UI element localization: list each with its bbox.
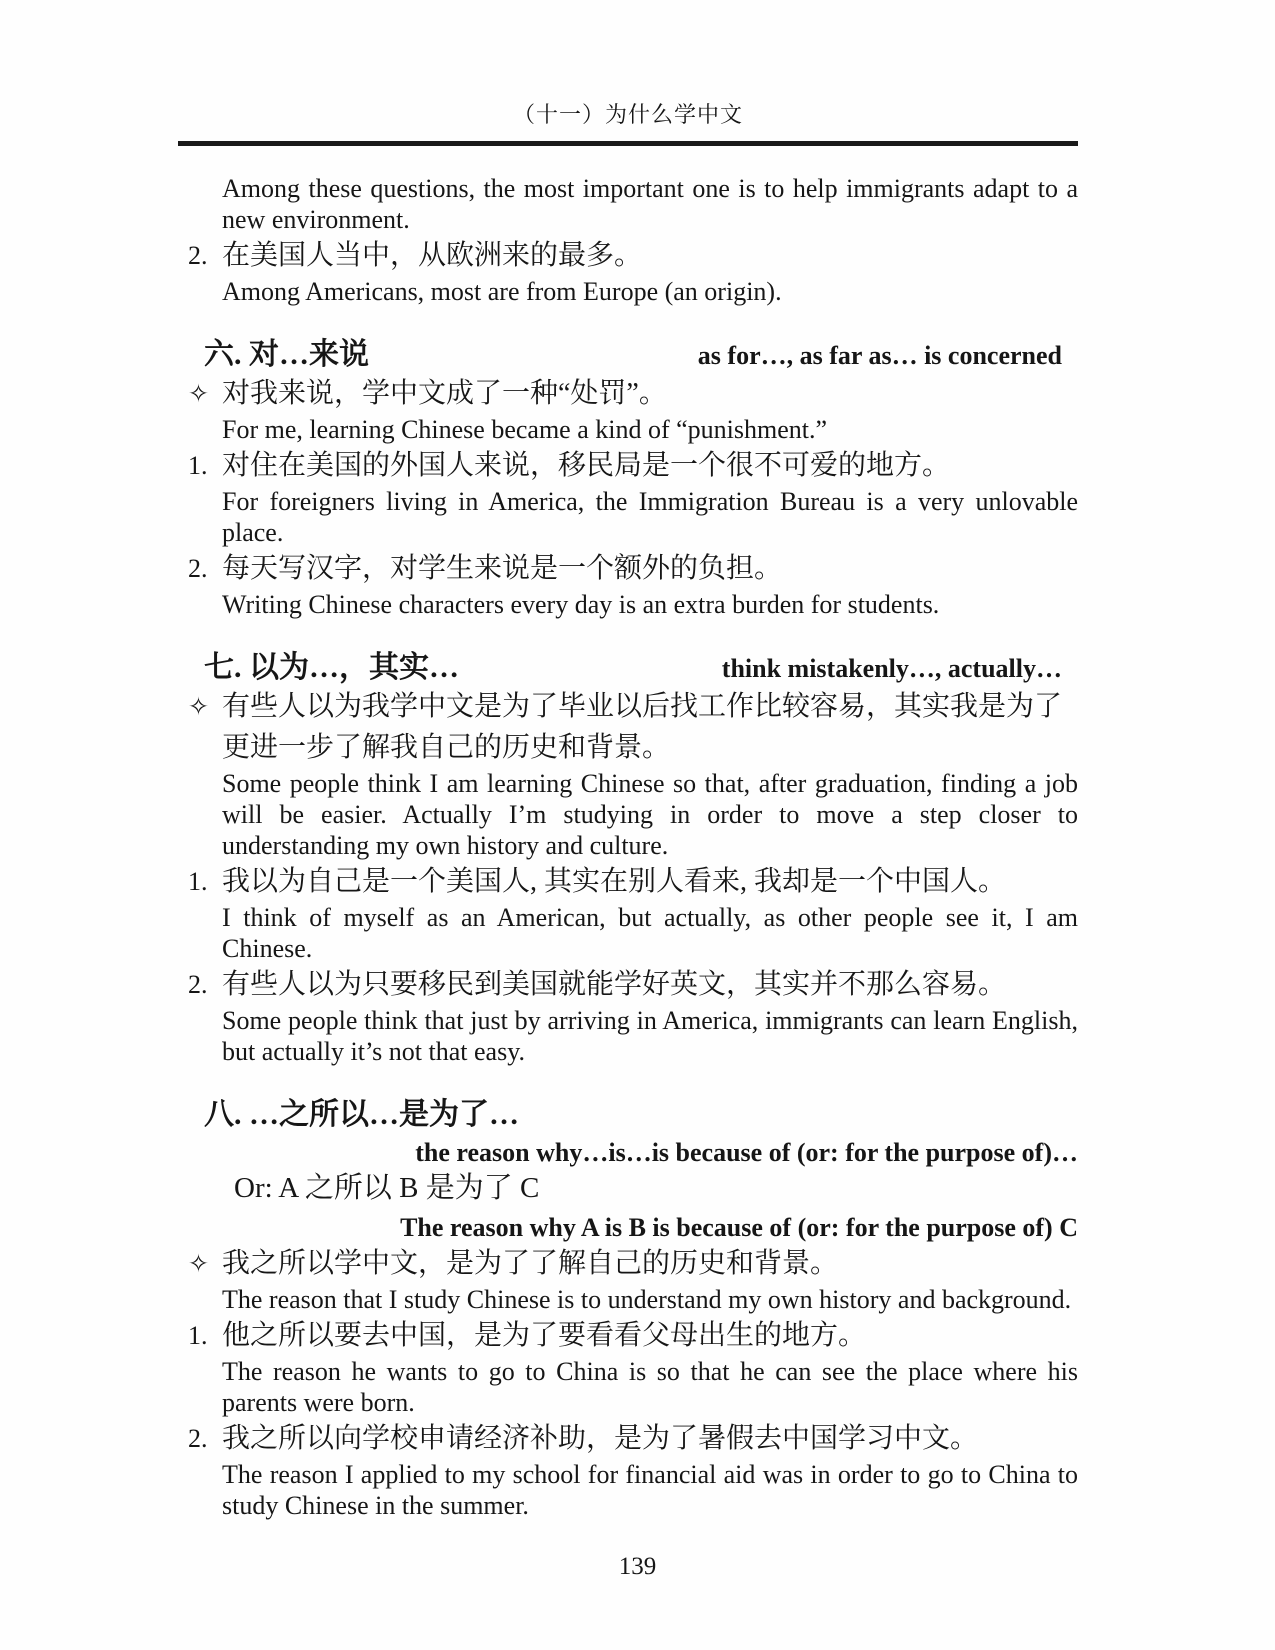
item-body bbox=[222, 173, 1078, 235]
section-title-english: as for…, as far as… is concerned bbox=[697, 341, 1062, 370]
item-number: 1. bbox=[188, 867, 208, 896]
section-title-chinese bbox=[204, 337, 369, 373]
numbered-item bbox=[178, 861, 1078, 964]
chinese-sentence: 有些人以为我学中文是为了毕业以后找工作比较容易，其实我是为了更进一步了解我自己的历史和背景。 bbox=[222, 691, 1063, 763]
section-pattern-chinese: 对…来说 bbox=[249, 338, 369, 371]
diamond-bullet-icon: ✧ bbox=[188, 692, 209, 721]
section-header bbox=[178, 1097, 1078, 1133]
chinese-sentence: 我以为自己是一个美国人, 其实在别人看来, 我却是一个中国人。 bbox=[222, 866, 1007, 897]
section-subtitle-english: the reason why…is…is because of (or: for the purpose of)… bbox=[415, 1138, 1078, 1167]
section-header bbox=[178, 650, 1078, 686]
example-item bbox=[178, 1243, 1078, 1315]
grammar-section bbox=[178, 1097, 1078, 1521]
chinese-sentence: 在美国人当中，从欧洲来的最多。 bbox=[222, 240, 643, 271]
example-item bbox=[178, 373, 1078, 445]
english-translation: For foreigners living in America, the Immigration Bureau is a very unlovable place. bbox=[222, 487, 1078, 547]
diamond-bullet-icon: ✧ bbox=[188, 379, 209, 408]
english-translation: The reason I applied to my school for financial aid was in order to go to China to study Chinese in the summer. bbox=[222, 1460, 1078, 1520]
chinese-sentence: 他之所以要去中国，是为了要看看父母出生的地方。 bbox=[222, 1320, 867, 1351]
section-title-chinese bbox=[204, 1097, 519, 1133]
item-body bbox=[222, 373, 1078, 445]
section-pattern-chinese: …之所以…是为了… bbox=[249, 1098, 519, 1131]
item-body bbox=[222, 445, 1078, 548]
chinese-sentence: 每天写汉字，对学生来说是一个额外的负担。 bbox=[222, 553, 783, 584]
item-number: 2. bbox=[188, 970, 208, 999]
numbered-item bbox=[178, 173, 1078, 235]
numbered-item bbox=[178, 1315, 1078, 1418]
item-body bbox=[222, 1315, 1078, 1418]
section-header bbox=[178, 337, 1078, 373]
english-translation: Some people think that just by arriving in America, immigrants can learn English, but actually it’s not that easy. bbox=[222, 1006, 1078, 1066]
item-body bbox=[222, 686, 1078, 861]
diamond-bullet-icon: ✧ bbox=[188, 1249, 209, 1278]
example-item bbox=[178, 686, 1078, 861]
numbered-item bbox=[178, 964, 1078, 1067]
document-body bbox=[178, 173, 1078, 1521]
item-body bbox=[222, 964, 1078, 1067]
page-number: 139 bbox=[618, 1553, 657, 1580]
english-translation: Among these questions, the most important one is to help immigrants adapt to a new environment. bbox=[222, 174, 1078, 234]
grammar-section bbox=[178, 337, 1078, 620]
section-number: 六. bbox=[204, 338, 242, 371]
numbered-item bbox=[178, 235, 1078, 307]
chinese-sentence: 对我来说，学中文成了一种“处罚”。 bbox=[222, 378, 667, 409]
item-body bbox=[222, 1418, 1078, 1521]
english-translation: I think of myself as an American, but actually, as other people see it, I am Chinese. bbox=[222, 903, 1078, 963]
section-pattern-chinese: 以为…，其实… bbox=[249, 651, 459, 684]
chinese-sentence: 对住在美国的外国人来说，移民局是一个很不可爱的地方。 bbox=[222, 450, 951, 481]
english-translation: Some people think I am learning Chinese so that, after graduation, finding a job will be easier. Actually I’m studying in order to move a step closer to understanding my own history and culture. bbox=[222, 769, 1078, 860]
item-number bbox=[178, 173, 222, 235]
numbered-item bbox=[178, 548, 1078, 620]
section-number: 七. bbox=[204, 651, 242, 684]
item-body bbox=[222, 548, 1078, 620]
page-content bbox=[178, 0, 1078, 1521]
item-number: 2. bbox=[188, 554, 208, 583]
item-number: 1. bbox=[188, 451, 208, 480]
section-number: 八. bbox=[204, 1098, 242, 1131]
item-body bbox=[222, 1243, 1078, 1315]
english-translation: For me, learning Chinese became a kind of “punishment.” bbox=[222, 415, 828, 444]
numbered-item bbox=[178, 1418, 1078, 1521]
english-translation: The reason he wants to go to China is so that he can see the place where his parents were born. bbox=[222, 1357, 1078, 1417]
numbered-item bbox=[178, 445, 1078, 548]
item-number: 2. bbox=[188, 241, 208, 270]
page-header-title: （十一）为什么学中文 bbox=[512, 102, 743, 127]
section-alternate-pattern: Or: A 之所以 B 是为了 C bbox=[234, 1172, 540, 1204]
english-translation: The reason that I study Chinese is to understand my own history and background. bbox=[222, 1285, 1072, 1314]
section-title-chinese bbox=[204, 650, 459, 686]
item-body bbox=[222, 235, 1078, 307]
chinese-sentence: 我之所以学中文，是为了了解自己的历史和背景。 bbox=[222, 1248, 839, 1279]
english-translation: Among Americans, most are from Europe (an origin). bbox=[222, 277, 782, 306]
section-title-english: think mistakenly…, actually… bbox=[721, 654, 1062, 683]
item-number: 1. bbox=[188, 1321, 208, 1350]
chinese-sentence: 我之所以向学校申请经济补助，是为了暑假去中国学习中文。 bbox=[222, 1423, 979, 1454]
header-rule bbox=[178, 141, 1078, 146]
chinese-sentence: 有些人以为只要移民到美国就能学好英文，其实并不那么容易。 bbox=[222, 969, 1007, 1000]
section-subtitle-english: The reason why A is B is because of (or: for the purpose of) C bbox=[400, 1213, 1078, 1242]
grammar-section bbox=[178, 650, 1078, 1067]
item-number: 2. bbox=[188, 1424, 208, 1453]
item-body bbox=[222, 861, 1078, 964]
english-translation: Writing Chinese characters every day is an extra burden for students. bbox=[222, 590, 940, 619]
